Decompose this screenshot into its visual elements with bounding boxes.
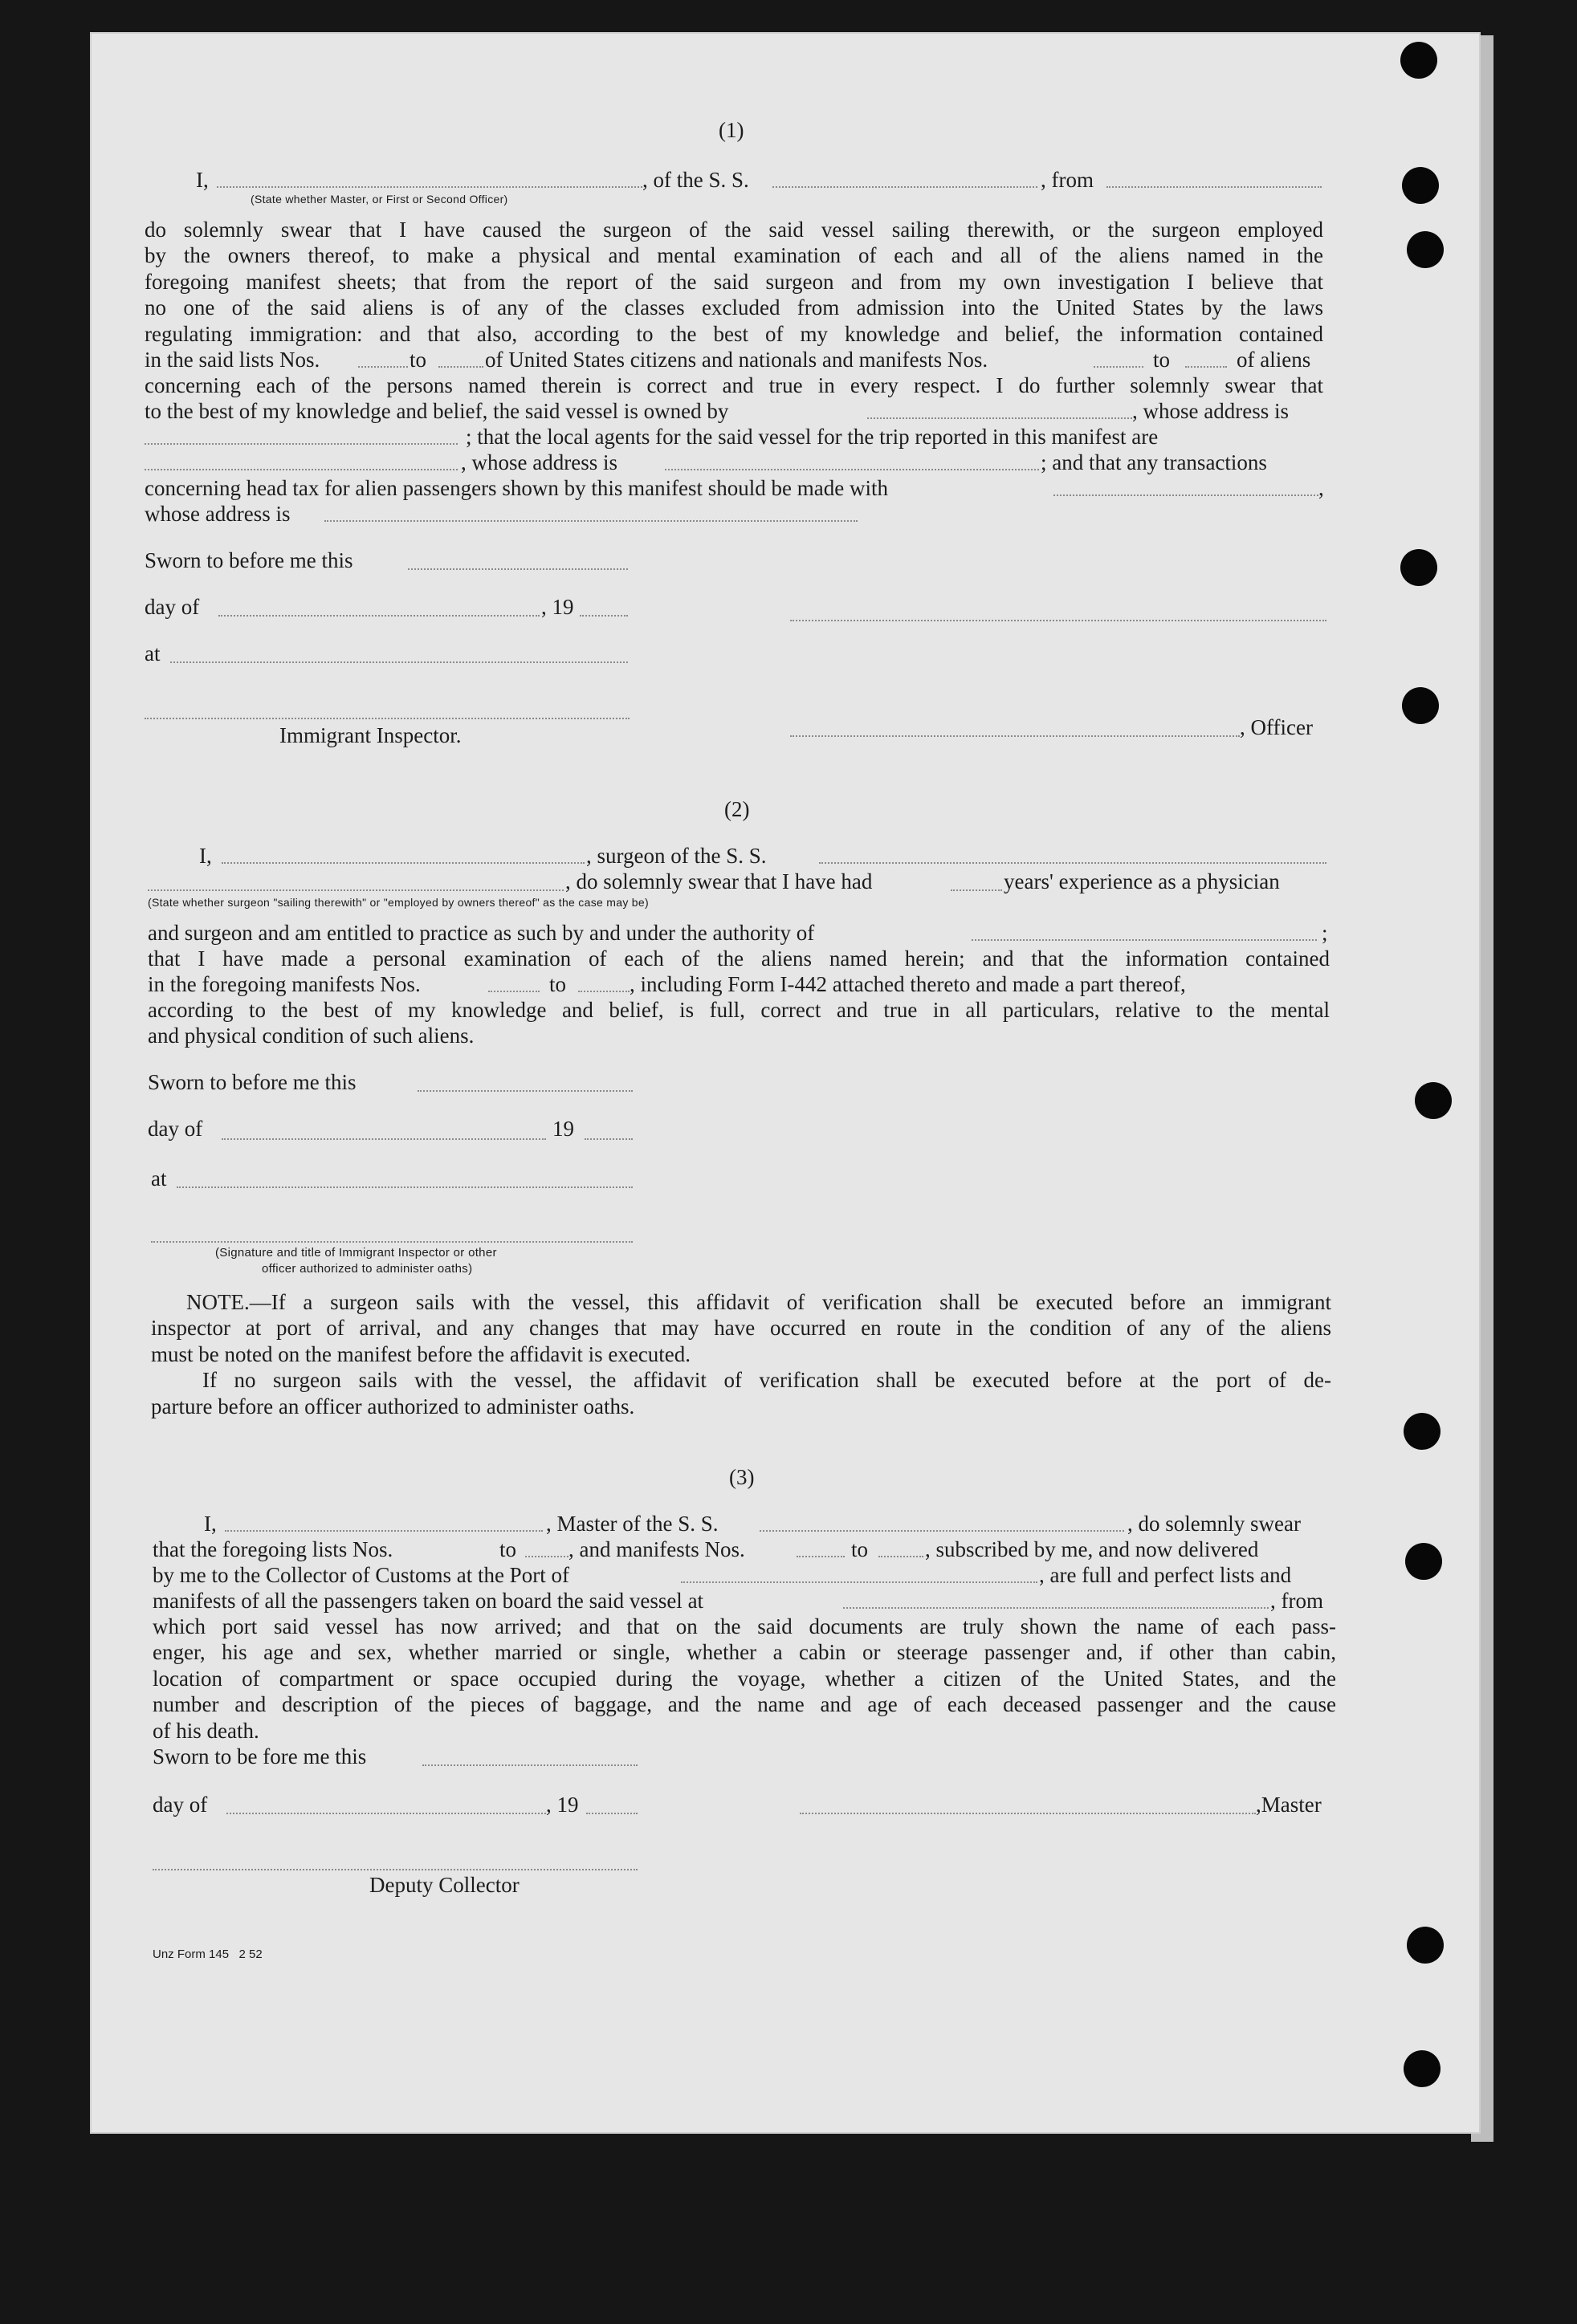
lists-nos-to-field[interactable] (438, 366, 483, 368)
section2-day-of: day of (148, 1117, 203, 1141)
lists-nos-to: to (410, 348, 427, 372)
boarding-port-field[interactable] (843, 1607, 1269, 1609)
section3-manifests-to: to (851, 1537, 869, 1561)
section3-day-of: day of (153, 1793, 208, 1817)
inspector-signature-line[interactable] (145, 718, 630, 719)
signature-note-2: officer authorized to administer oaths) (262, 1262, 473, 1276)
authority-semicolon: ; (1322, 921, 1328, 945)
section3-year-field[interactable] (586, 1813, 638, 1814)
section2-at: at (151, 1166, 167, 1190)
owned-by-label: to the best of my knowledge and belief, the said vessel is owned by (145, 399, 729, 423)
section2-day-field[interactable] (222, 1138, 546, 1140)
punch-hole-4 (1400, 549, 1437, 586)
lists-nos-from-field[interactable] (358, 366, 408, 368)
authority-field[interactable] (972, 939, 1317, 941)
section1-sworn: Sworn to before me this (145, 548, 353, 572)
punch-hole-1 (1400, 42, 1437, 79)
section3-manifests-label: , and manifests Nos. (568, 1537, 745, 1561)
section3-lists-to: to (499, 1537, 517, 1561)
section1-line-5: regulating immigration: and that also, according to the best of my knowledge and belief, the information contained (145, 321, 1323, 346)
form-i442-label: , including Form I-442 attached thereto and made a part thereof, (630, 972, 1186, 996)
local-agents-label: ; that the local agents for the said vessel for the trip reported in this manifest are (466, 425, 1159, 449)
section3-line-4: number and description of the pieces of baggage, and the name and age of each deceased passenger and the cause (153, 1692, 1336, 1717)
final-address-field[interactable] (324, 520, 858, 522)
section1-day-field[interactable] (218, 615, 540, 617)
section2-year: 19 (552, 1117, 574, 1141)
manifests-nos-label: in the foregoing manifests Nos. (148, 972, 421, 996)
note-line-3: must be noted on the manifest before the affidavit is executed. (151, 1341, 691, 1366)
citizens-manifests-label: of United States citizens and nationals and manifests Nos. (485, 348, 988, 372)
port-field[interactable] (681, 1581, 1037, 1583)
surgeon-of-ss-label: , surgeon of the S. S. (586, 844, 767, 868)
surgeon-name-field[interactable] (222, 862, 585, 864)
personal-exam-line: that I have made a personal examination of each of the aliens named herein; and that the information contained (148, 946, 1330, 971)
section1-at: at (145, 641, 161, 665)
section1-concerning-line: concerning each of the persons named therein is correct and true in every respect. I do further solemnly swear that (145, 373, 1323, 397)
section1-from: , from (1041, 168, 1094, 192)
master-signature-line[interactable] (800, 1813, 1256, 1814)
ship-name-field[interactable] (772, 186, 1037, 188)
section2-year-field[interactable] (585, 1138, 633, 1140)
agents-address-field[interactable] (665, 469, 1039, 470)
officer-rank-note: (State whether Master, or First or Second Officer) (251, 193, 508, 206)
section1-paragraph (145, 217, 1323, 347)
section2-manifests-from-field[interactable] (488, 991, 540, 992)
section1-year-field[interactable] (580, 615, 628, 617)
agents-address-label: , whose address is (461, 450, 617, 474)
section2-sworn: Sworn to before me this (148, 1070, 357, 1094)
transactions-label: ; and that any transactions (1041, 450, 1267, 474)
deputy-collector-label: Deputy Collector (369, 1873, 520, 1897)
section1-of-ss: , of the S. S. (642, 168, 749, 192)
surgeon-type-note: (State whether surgeon "sailing therewith" or "employed by owners thereof" as the case may be) (148, 896, 649, 909)
section2-i: I, (199, 844, 212, 868)
punch-hole-2 (1402, 167, 1439, 204)
section1-line-4: no one of the said aliens is of any of the classes excluded from admission into the United States by the laws (145, 295, 1323, 320)
note-paragraph (151, 1289, 1331, 1419)
punch-hole-7 (1404, 1413, 1440, 1450)
master-name-field[interactable] (225, 1530, 543, 1532)
manifests-nos-to-field[interactable] (1185, 366, 1227, 368)
owner-address-field[interactable] (145, 443, 458, 445)
section3-year: , 19 (546, 1793, 579, 1817)
section3-line-3: location of compartment or space occupied during the voyage, whether a citizen of the United States, and the (153, 1666, 1336, 1691)
officer-name-field[interactable] (217, 186, 642, 188)
section1-sworn-field[interactable] (408, 568, 628, 570)
owner-field[interactable] (867, 417, 1132, 419)
section3-manifests-from-field[interactable] (797, 1556, 845, 1557)
local-agents-field[interactable] (145, 469, 458, 470)
punch-hole-10 (1404, 2050, 1440, 2087)
head-tax-comma: , (1318, 476, 1324, 500)
section3-line-5: of his death. (153, 1718, 259, 1743)
section1-year: , 19 (541, 595, 574, 619)
officer-signature-line[interactable] (790, 735, 1240, 737)
owner-address-label: , whose address is (1132, 399, 1289, 423)
master-label: ,Master (1256, 1793, 1322, 1817)
section3-swear-label: , do solemnly swear (1127, 1512, 1301, 1536)
punch-hole-8 (1405, 1543, 1442, 1580)
section3-line-2: enger, his age and sex, whether married or single, whether a cabin or steerage passenger and, if other than cabin, (153, 1640, 1336, 1665)
section2-manifests-to-field[interactable] (578, 991, 630, 992)
section1-line-2: by the owners thereof, to make a physical and mental examination of each and all of the aliens named in the (145, 243, 1323, 268)
from-port-field[interactable] (1106, 186, 1322, 188)
note-line-4: If no surgeon sails with the vessel, the affidavit of verification shall be executed before at the port of de- (202, 1368, 1331, 1393)
officer-label: , Officer (1240, 715, 1313, 739)
section3-lists-to-field[interactable] (525, 1556, 568, 1557)
subscribed-label: , subscribed by me, and now delivered (925, 1537, 1259, 1561)
section2-at-field[interactable] (177, 1186, 633, 1188)
section1-line-3: foregoing manifest sheets; that from the report of the said surgeon and from my own investigation I believe that (145, 269, 1323, 294)
collector-label: by me to the Collector of Customs at the Port of (153, 1563, 569, 1587)
section2-manifests-to: to (549, 972, 567, 996)
section1-officer-signature-line[interactable] (790, 620, 1326, 621)
punch-hole-5 (1402, 687, 1439, 724)
section3-from-label: , from (1270, 1589, 1323, 1613)
section3-day-field[interactable] (226, 1813, 546, 1814)
immigrant-inspector-label: Immigrant Inspector. (279, 723, 462, 747)
years-experience-field[interactable] (951, 889, 1002, 891)
section2-number: (2) (724, 797, 750, 821)
form-number: Unz Form 145 2 52 (153, 1948, 263, 1961)
head-tax-label: concerning head tax for alien passengers shown by this manifest should be made with (145, 476, 889, 500)
section2-signature-line[interactable] (151, 1241, 633, 1243)
punch-hole-3 (1407, 231, 1444, 268)
note-line-2: inspector at port of arrival, and any changes that may have occurred en route in the condition of any of the aliens (151, 1316, 1331, 1341)
section3-sworn-field[interactable] (422, 1764, 638, 1766)
foregoing-lists-label: that the foregoing lists Nos. (153, 1537, 393, 1561)
section1-at-field[interactable] (170, 661, 628, 663)
section1-day-of: day of (145, 595, 200, 619)
surgeon-ship-field[interactable] (819, 862, 1326, 864)
section3-paragraph (153, 1614, 1336, 1744)
section3-manifests-to-field[interactable] (878, 1556, 923, 1557)
section3-sworn: Sworn to be fore me this (153, 1744, 367, 1768)
signature-note-1: (Signature and title of Immigrant Inspector or other (215, 1246, 497, 1260)
physical-condition-line: and physical condition of such aliens. (148, 1024, 475, 1048)
section3-i: I, (204, 1512, 217, 1536)
punch-hole-6 (1415, 1082, 1452, 1119)
manifests-nos-from-field[interactable] (1094, 366, 1143, 368)
surgeon-type-field[interactable] (148, 889, 564, 891)
master-of-ss-label: , Master of the S. S. (546, 1512, 719, 1536)
lists-nos-label: in the said lists Nos. (145, 348, 320, 372)
note-line-5: parture before an officer authorized to administer oaths. (151, 1394, 635, 1418)
authority-label: and surgeon and am entitled to practice as such by and under the authority of (148, 921, 815, 945)
punch-hole-9 (1407, 1927, 1444, 1964)
final-address-label: whose address is (145, 502, 291, 526)
note-line-1: NOTE.—If a surgeon sails with the vessel, this affidavit of verification shall be executed before an immigrant (186, 1290, 1331, 1314)
years-experience-label: years' experience as a physician (1004, 869, 1280, 893)
section1-line-1: do solemnly swear that I have caused the surgeon of the said vessel sailing therewith, or the surgeon employed (145, 218, 1323, 242)
section2-sworn-field[interactable] (418, 1090, 633, 1092)
of-aliens-label: of aliens (1237, 348, 1311, 372)
surgeon-swear-label: , do solemnly swear that I have had (565, 869, 873, 893)
section3-number: (3) (729, 1465, 755, 1489)
head-tax-field[interactable] (1053, 495, 1318, 496)
manifests-nos-to: to (1153, 348, 1171, 372)
according-line: according to the best of my knowledge and belief, is full, correct and true in all particulars, relative to the mental (148, 998, 1330, 1022)
section3-ship-field[interactable] (760, 1530, 1124, 1532)
section1-i: I, (196, 168, 209, 192)
taken-on-board-label: manifests of all the passengers taken on board the said vessel at (153, 1589, 704, 1613)
section1-number: (1) (719, 118, 744, 142)
perfect-lists-label: , are full and perfect lists and (1039, 1563, 1292, 1587)
section3-line-1: which port said vessel has now arrived; and that on the said documents are truly shown the name of each pass- (153, 1614, 1336, 1638)
deputy-signature-line[interactable] (153, 1869, 638, 1870)
